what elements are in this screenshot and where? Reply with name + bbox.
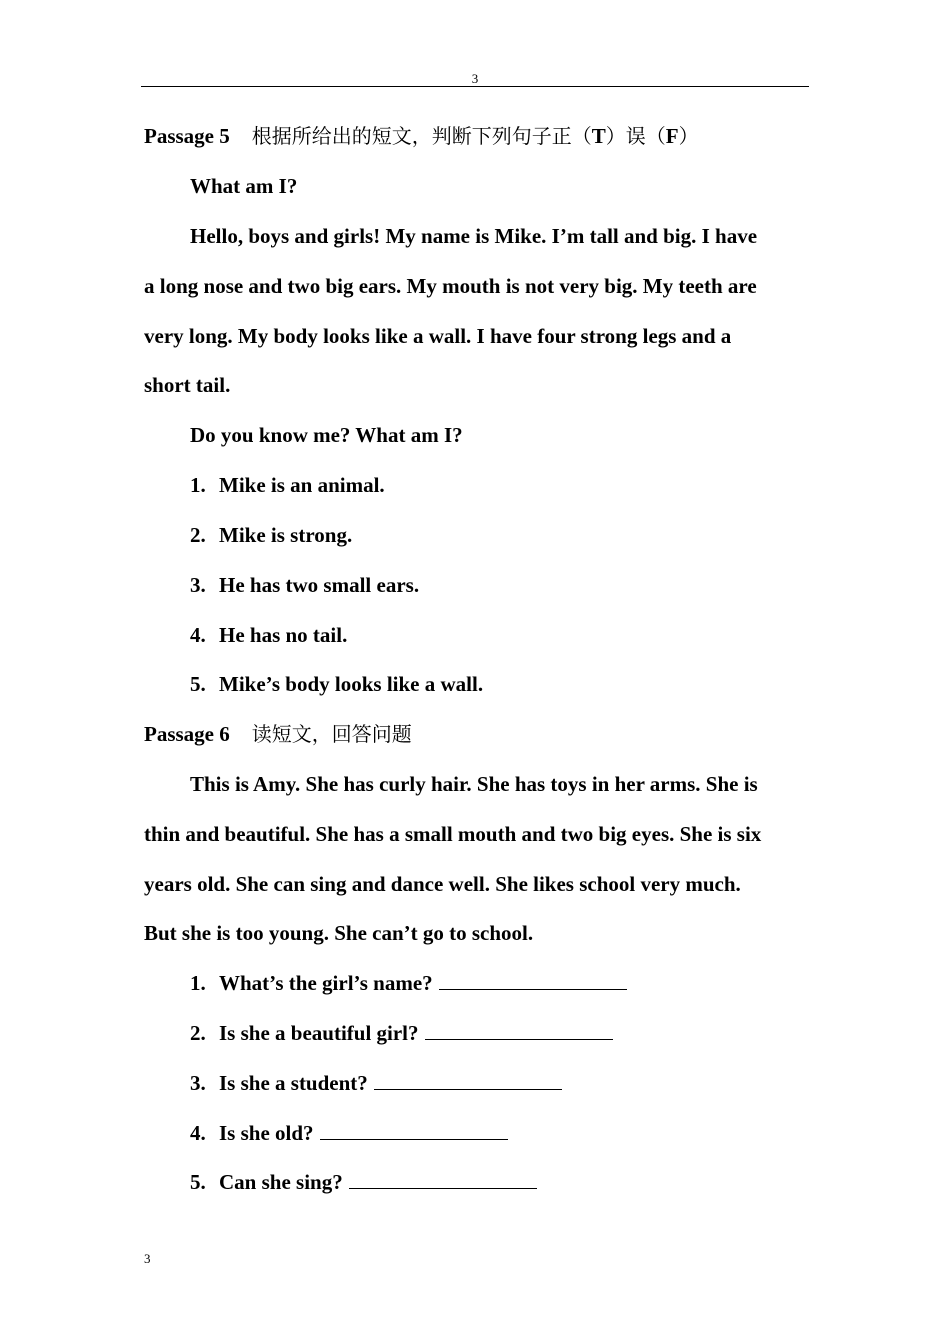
passage5-text-line: a long nose and two big ears. My mouth is not very big. My teeth are (144, 274, 757, 298)
page-number-footer: 3 (144, 1251, 151, 1266)
answer-blank[interactable] (439, 971, 627, 990)
statement-item (190, 671, 860, 697)
passage6-text-line: thin and beautiful. She has a small mouth and two big eyes. She is six (144, 822, 762, 846)
answer-blank[interactable] (374, 1071, 562, 1090)
question-text: Is she a student? (219, 1071, 368, 1095)
passage5-heading (144, 123, 814, 149)
page-number-header: 3 (471, 71, 479, 86)
answer-blank[interactable] (349, 1170, 537, 1189)
passage5-instruction-t: T (591, 124, 606, 148)
statement-item (190, 572, 860, 598)
statement-number: 3. (190, 573, 206, 597)
passage5-label: Passage 5 (144, 124, 230, 148)
passage5-text-line: short tail. (144, 373, 231, 397)
passage5-text-line: Hello, boys and girls! My name is Mike. I’m tall and big. I have (190, 224, 758, 248)
question-item (190, 1020, 860, 1046)
question-number: 1. (190, 971, 206, 995)
statement-text: He has no tail. (219, 623, 348, 647)
passage5-instruction-mid: ）误（ (605, 124, 666, 148)
question-text: Is she a beautiful girl? (219, 1021, 419, 1045)
header-rule (141, 86, 809, 87)
statement-text: Mike is strong. (219, 523, 353, 547)
passage6-instruction: 读短文，回答问题 (251, 722, 412, 746)
statement-number: 1. (190, 473, 206, 497)
passage6-heading (144, 721, 814, 747)
question-item (190, 970, 860, 996)
statement-text: Mike is an animal. (219, 473, 385, 497)
question-number: 2. (190, 1021, 206, 1045)
passage5-instruction-pre: 根据所给出的短文，判断下列句子正（ (251, 124, 592, 148)
statement-number: 2. (190, 523, 206, 547)
question-number: 3. (190, 1071, 206, 1095)
passage6-text-line: years old. She can sing and dance well. She likes school very much. (144, 872, 741, 896)
question-text: What’s the girl’s name? (219, 971, 433, 995)
question-item (190, 1169, 860, 1195)
statement-text: Mike’s body looks like a wall. (219, 672, 484, 696)
statement-number: 5. (190, 672, 206, 696)
passage6-text-line: This is Amy. She has curly hair. She has toys in her arms. She is (190, 772, 758, 796)
passage5-instruction-f: F (665, 124, 679, 148)
question-number: 5. (190, 1170, 206, 1194)
passage5-closing: Do you know me? What am I? (190, 423, 463, 447)
question-text: Is she old? (219, 1121, 314, 1145)
question-item (190, 1070, 860, 1096)
statement-item (190, 472, 860, 498)
statement-number: 4. (190, 623, 206, 647)
answer-blank[interactable] (425, 1021, 613, 1040)
passage6-text-line: But she is too young. She can’t go to school. (144, 921, 534, 945)
passage5-instruction-post: ） (678, 124, 699, 148)
statement-item (190, 522, 860, 548)
answer-blank[interactable] (320, 1121, 508, 1140)
question-text: Can she sing? (219, 1170, 343, 1194)
question-number: 4. (190, 1121, 206, 1145)
question-item (190, 1120, 860, 1146)
statement-text: He has two small ears. (219, 573, 420, 597)
passage5-title: What am I? (190, 174, 298, 198)
passage6-label: Passage 6 (144, 722, 230, 746)
statement-item (190, 622, 860, 648)
passage5-text-line: very long. My body looks like a wall. I have four strong legs and a (144, 324, 732, 348)
